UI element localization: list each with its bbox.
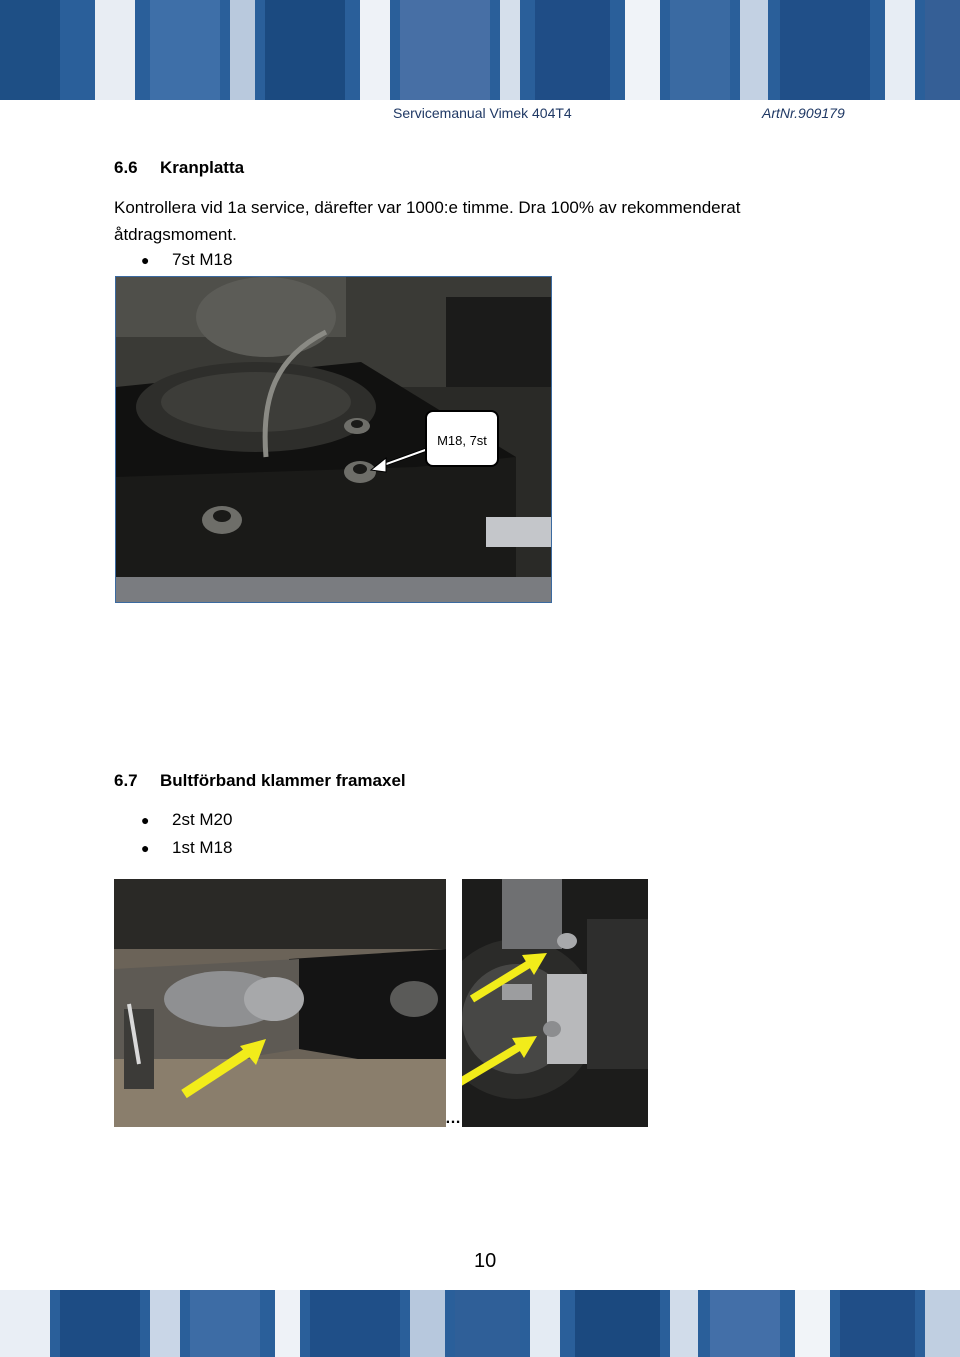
header-article-number: ArtNr.909179 — [762, 105, 845, 121]
bottom-decorative-band — [0, 1290, 960, 1357]
bullet-dot-icon: ● — [141, 812, 150, 828]
section-title: Kranplatta — [160, 158, 245, 177]
page-number: 10 — [474, 1250, 497, 1272]
section-6-6-paragraph: Kontrollera vid 1a service, därefter var 1000:e timme. Dra 100% av rekommenderat åtdragsmoment. — [114, 198, 741, 244]
front-axle-photo-right — [462, 879, 648, 1127]
ellipsis-mark: … — [445, 1110, 461, 1127]
bullet-item — [141, 810, 232, 830]
bullet-text: 7st M18 — [172, 250, 233, 269]
bullet-text: 1st M18 — [172, 838, 233, 857]
bullet-item — [141, 250, 232, 270]
section-title: Bultförband klammer framaxel — [160, 771, 406, 790]
bullet-dot-icon: ● — [141, 252, 150, 268]
front-axle-photo-left — [114, 879, 446, 1127]
bullet-text: 2st M20 — [172, 810, 233, 829]
section-6-7-heading — [114, 771, 406, 791]
bullet-item — [141, 838, 232, 858]
header-manual-title: Servicemanual Vimek 404T4 — [393, 105, 572, 121]
bullet-dot-icon: ● — [141, 840, 150, 856]
section-6-6-heading — [114, 158, 244, 178]
section-number: 6.7 — [114, 771, 138, 790]
photo-callout-label: M18, 7st — [425, 410, 499, 467]
top-decorative-band — [0, 0, 960, 100]
section-number: 6.6 — [114, 158, 138, 177]
